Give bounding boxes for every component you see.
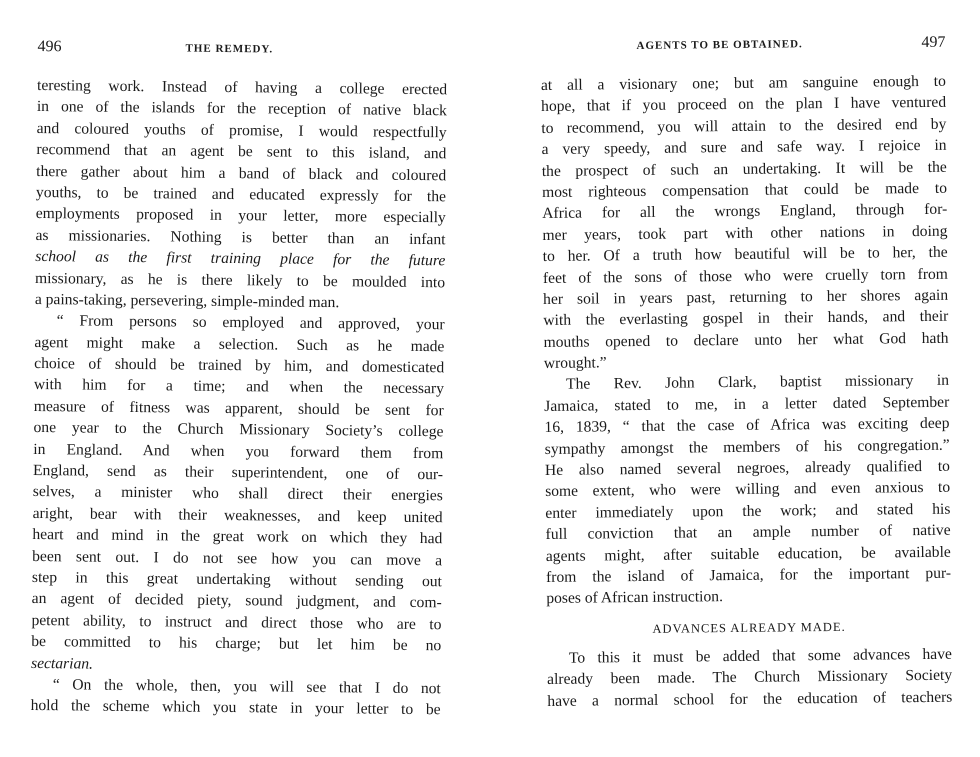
text-line: full conviction that an ample number of native [545,521,951,544]
text-line: mouths opened to declare unto her what God hath [543,329,949,351]
left-page-number: 496 [37,37,62,56]
text-line: Jamaica, stated to me, in a letter dated September [544,393,950,415]
text-line: at all a visionary one; but am sanguine enough to [540,72,946,94]
text-line: “ On the whole, then, you will see that I do not [52,676,441,698]
left-page [30,0,448,719]
left-page-text [30,75,447,721]
text-line: Africa for all the wrongs England, through for- [542,201,948,223]
text-line: to her. Of a truth how beautiful will be to her, the [542,243,948,266]
text-line: some extent, who were willing and even anxious to [545,479,951,501]
text-line: school as the first training place for the future [35,248,446,270]
text-line: in England. And when you forward them from [33,440,444,462]
text-line: with him for a time; and when the necessary [33,376,445,398]
text-line: an agent of decided piety, sound judgment, and com- [31,590,442,612]
text-line: hold the scheme which you state in your letter to be [30,697,441,719]
text-line: mer years, took part with other nations in doing [542,222,948,244]
text-line: enter immediately upon the work; and stated his [545,500,951,522]
text-line: from the island of Jamaica, for the important pur- [545,564,952,586]
text-line: with the everlasting gospel in their hands, and their [543,308,949,330]
text-line: agents might, after suitable education, be available [545,543,951,565]
text-line: employments proposed in your letter, more especially [35,205,446,227]
text-line: have a normal school for the education of teachers [547,688,953,710]
text-line: most righteous compensation that could be made to [541,179,948,201]
text-line: already been made. The Church Missionary Society [547,666,953,689]
text-line: her soil in years past, returning to her shores again [543,286,949,308]
text-line: missionary, as he is there likely to be moulded into [34,269,446,291]
text-line: sectarian. [30,654,94,673]
text-line: the prospect of such an undertaking. It will be the [541,158,947,180]
text-line: “ From persons so employed and approved, your [56,312,445,334]
text-line: 16, 1839, “ that the case of Africa was exciting deep [544,414,950,437]
text-line: recommend that an agent be sent to this island, and [36,141,447,163]
right-running-head [540,34,945,58]
text-line: sympathy amongst the members of his congregation.” [544,436,950,458]
text-line: measure of fitness was apparent, should be sent for [33,397,444,420]
text-line: heart and mind in the great work on which they had [32,526,443,548]
text-line: there gather about him a band of black and coloured [36,162,447,184]
left-running-title: THE REMEDY. [185,42,274,56]
text-line: England, send as their superintendent, one of our- [32,462,444,484]
text-line: wrought.” [543,354,607,373]
text-line: feet of the sons of those who were cruelly torn from [542,265,948,287]
text-line: The Rev. John Clark, baptist missionary in [565,372,950,394]
text-line: a very speedy, and sure and safe way. I rejoice in [541,136,947,159]
right-page-number: 497 [921,33,946,52]
text-line: as missionaries. Nothing is better than an infant [35,226,446,249]
text-line: step in this great undertaking without sending out [31,568,443,591]
right-page-text [541,71,953,712]
text-line: poses of African instruction. [546,588,724,608]
left-running-head [37,38,447,62]
text-line: To this it must be added that some advances have [568,645,952,667]
text-line: to recommend, you will attain to the desired end by [541,115,947,137]
text-line: youths, to be trained and educated expressly for the [35,183,447,206]
text-line: a pains-taking, persevering, simple-minded man. [34,290,340,312]
text-line: teresting work. Instead of having a college erected [37,76,448,99]
text-line: agent might make a selection. Such as he made [34,333,445,355]
text-line: one year to the Church Missionary Society’s college [33,419,444,441]
text-line: in one of the islands for the reception of native black [36,98,447,120]
text-line: hope, that if you proceed on the plan I have ventured [541,94,947,116]
text-line: selves, a minister who shall direct their energies [32,483,443,505]
text-line: aright, bear with their weaknesses, and keep united [32,504,443,527]
text-line: been sent out. I do not see how you can move a [32,547,443,569]
text-line: be committed to his charge; but let him be no [31,633,442,655]
text-line: choice of should be trained by him, and domesticated [34,355,445,377]
right-running-title: AGENTS TO BE OBTAINED. [636,38,803,52]
text-line: and coloured youths of promise, I would respectfully [36,119,447,142]
section-heading: ADVANCES ALREADY MADE. [652,619,846,636]
text-line: He also named several negroes, already qualified to [544,457,950,480]
text-line: petent ability, to instruct and direct those who are to [31,611,442,634]
